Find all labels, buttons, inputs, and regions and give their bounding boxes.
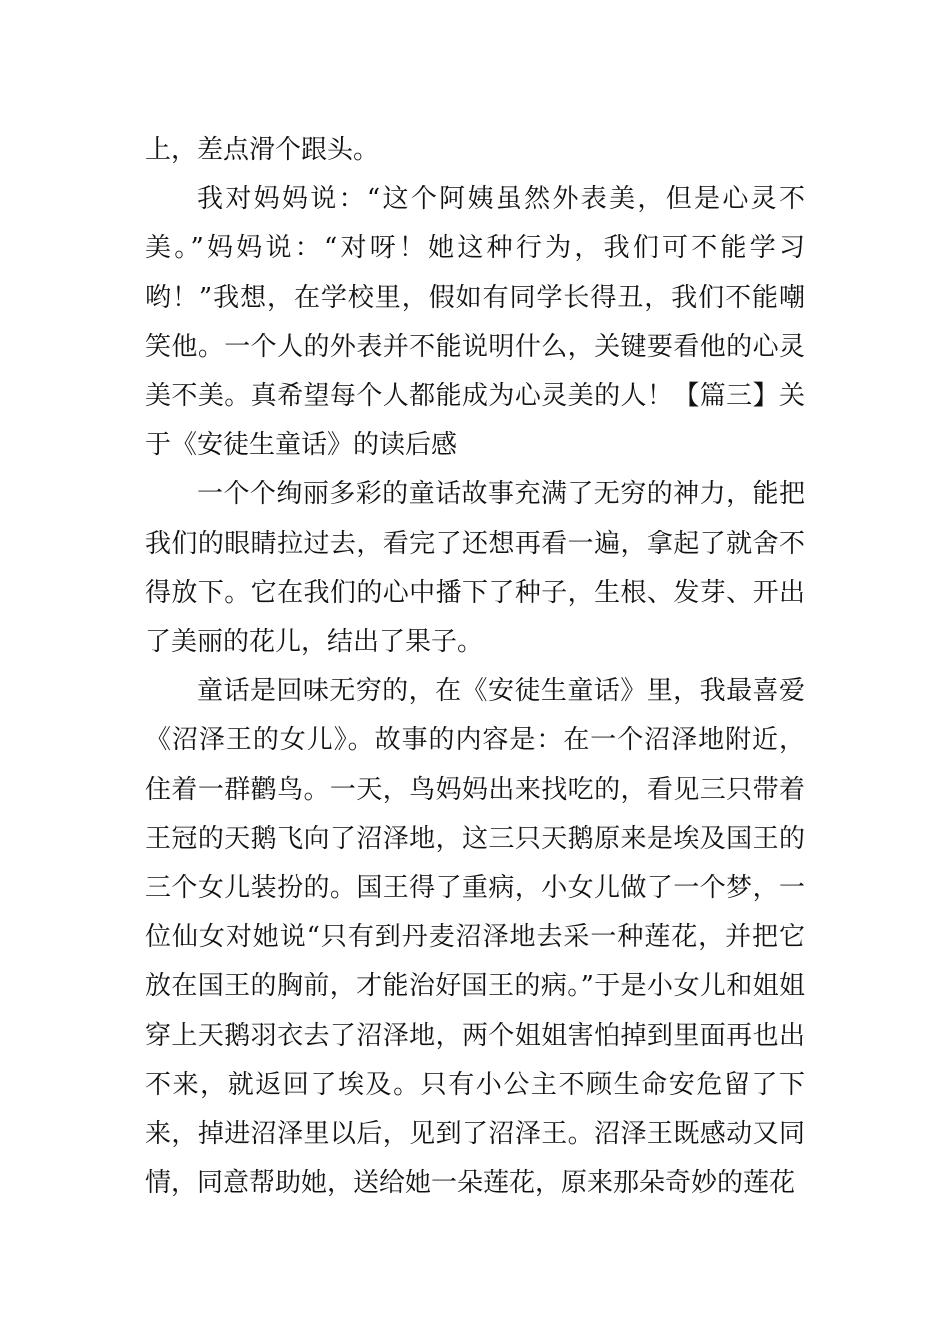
paragraph-continuation: 上，差点滑个跟头。	[145, 135, 380, 165]
paragraph-marsh-king-story: 童话是回味无穷的，在《安徒生童话》里，我最喜爱《沼泽王的女儿》。故事的内容是：在一个沼泽地附近，住着一群鹳鸟。一天，鸟妈妈出来找吃的，看见三只带着王冠的天鹅飞向了沼泽地，这三只天鹅原来是埃及国王的三个女儿装扮的。国王得了重病，小女儿做了一个梦，一位仙女对她说“只有到丹麦沼泽地去采一种莲花，并把它放在国王的胸前，才能治好国王的病。”于是小女儿和姐姐穿上天鹅羽衣去了沼泽地，两个姐姐害怕掉到里面再也出不来，就返回了埃及。只有小公主不顾生命安危留了下来，掉进沼泽里以后，见到了沼泽王。沼泽王既感动又同情，同意帮助她，送给她一朵莲花，原来那朵奇妙的莲花	[145, 676, 805, 1199]
paragraph-fairy-tales-intro: 一个个绚丽多彩的童话故事充满了无穷的神力，能把我们的眼睛拉过去，看完了还想再看一遍，拿起了就舍不得放下。它在我们的心中播下了种子，生根、发芽、开出了美丽的花儿，结出了果子。	[145, 479, 805, 658]
body-text	[145, 126, 805, 1208]
paragraph-mother-conversation: 我对妈妈说：“这个阿姨虽然外表美，但是心灵不美。”妈妈说：“对呀！她这种行为，我们可不能学习哟！”我想，在学校里，假如有同学长得丑，我们不能嘲笑他。一个人的外表并不能说明什么，关键要看他的心灵美不美。真希望每个人都能成为心灵美的人！【篇三】关于《安徒生童话》的读后感	[145, 184, 805, 461]
